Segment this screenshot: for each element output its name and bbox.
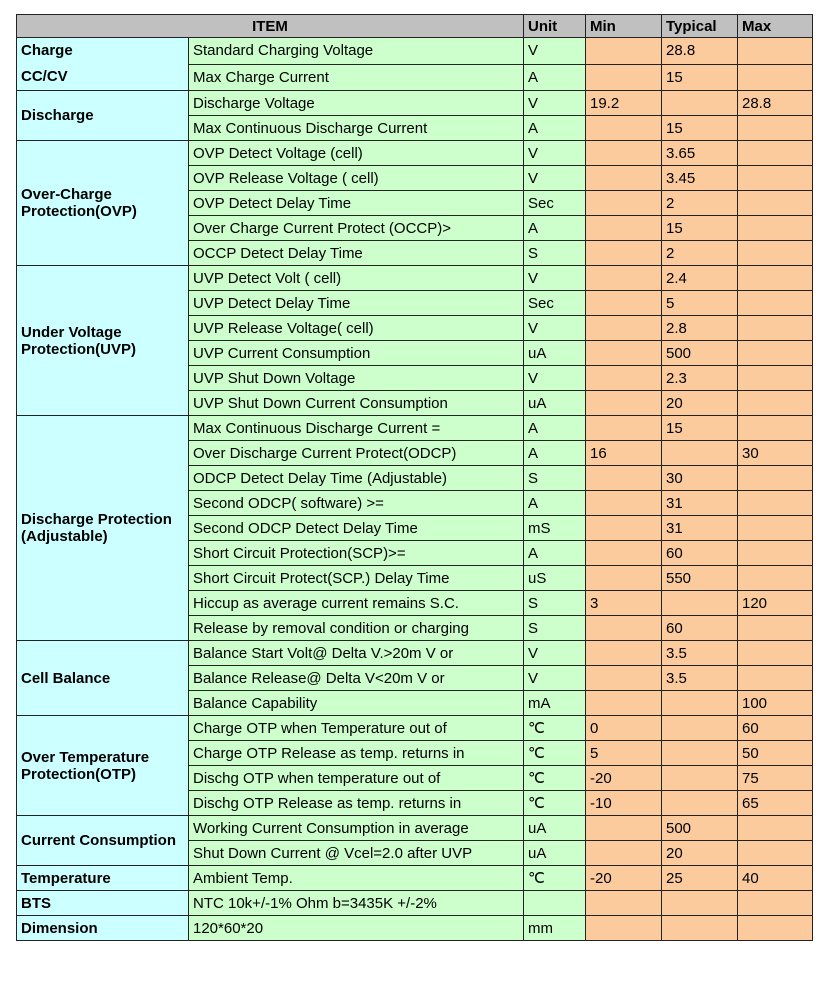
- category-cell: [17, 416, 189, 641]
- min-cell: 19.2: [586, 91, 662, 116]
- parameter-cell: Dischg OTP when temperature out of: [189, 766, 524, 791]
- category-label: Temperature: [21, 869, 111, 887]
- typical-cell: 31: [662, 516, 738, 541]
- category-label: Discharge: [21, 107, 94, 124]
- unit-cell: ℃: [524, 866, 586, 891]
- typical-cell: [662, 791, 738, 816]
- unit-cell: A: [524, 216, 586, 241]
- min-header: Min: [586, 15, 662, 38]
- max-cell: 75: [738, 766, 813, 791]
- parameter-cell: Second ODCP( software) >=: [189, 491, 524, 516]
- parameter-cell: ODCP Detect Delay Time (Adjustable): [189, 466, 524, 491]
- parameter-cell: OVP Detect Voltage (cell): [189, 141, 524, 166]
- category-cell: [17, 141, 189, 266]
- typical-cell: 3.5: [662, 666, 738, 691]
- parameter-cell: Shut Down Current @ Vcel=2.0 after UVP: [189, 841, 524, 866]
- unit-cell: A: [524, 491, 586, 516]
- typical-cell: 60: [662, 616, 738, 641]
- unit-cell: A: [524, 541, 586, 566]
- typical-cell: 2.4: [662, 266, 738, 291]
- table-row: [17, 38, 813, 65]
- min-cell: [586, 841, 662, 866]
- parameter-cell: 120*60*20: [189, 916, 524, 941]
- typical-cell: [662, 591, 738, 616]
- max-cell: 100: [738, 691, 813, 716]
- unit-cell: S: [524, 591, 586, 616]
- category-label: Discharge Protection: [21, 511, 172, 528]
- min-cell: [586, 366, 662, 391]
- parameter-cell: UVP Shut Down Voltage: [189, 366, 524, 391]
- category-cell: [17, 816, 189, 866]
- typical-cell: [662, 741, 738, 766]
- typical-cell: 2.3: [662, 366, 738, 391]
- table-row: [17, 141, 813, 166]
- typical-cell: 30: [662, 466, 738, 491]
- max-cell: [738, 416, 813, 441]
- table-row: [17, 891, 813, 916]
- spec-body: [17, 38, 813, 941]
- max-cell: [738, 191, 813, 216]
- parameter-cell: Hiccup as average current remains S.C.: [189, 591, 524, 616]
- category-cell: [17, 91, 189, 141]
- min-cell: [586, 216, 662, 241]
- category-label: Current Consumption: [21, 832, 176, 849]
- max-cell: [738, 466, 813, 491]
- min-cell: 16: [586, 441, 662, 466]
- category-cell: [17, 916, 189, 941]
- unit-cell: uA: [524, 341, 586, 366]
- typical-cell: 500: [662, 816, 738, 841]
- max-cell: [738, 666, 813, 691]
- unit-cell: V: [524, 91, 586, 116]
- parameter-cell: OVP Detect Delay Time: [189, 191, 524, 216]
- min-cell: [586, 541, 662, 566]
- unit-cell: S: [524, 241, 586, 266]
- unit-cell: ℃: [524, 716, 586, 741]
- max-cell: 28.8: [738, 91, 813, 116]
- max-cell: [738, 516, 813, 541]
- typical-cell: 2: [662, 241, 738, 266]
- category-label: Over Temperature: [21, 748, 150, 766]
- typical-cell: 3.5: [662, 641, 738, 666]
- max-cell: [738, 541, 813, 566]
- table-row: [17, 641, 813, 666]
- unit-cell: A: [524, 441, 586, 466]
- typical-cell: 2.8: [662, 316, 738, 341]
- max-cell: 120: [738, 591, 813, 616]
- unit-cell: uA: [524, 391, 586, 416]
- typical-cell: 20: [662, 841, 738, 866]
- min-cell: [586, 38, 662, 65]
- parameter-cell: Over Discharge Current Protect(ODCP): [189, 441, 524, 466]
- table-row: [17, 866, 813, 891]
- typical-cell: [662, 916, 738, 941]
- min-cell: [586, 416, 662, 441]
- max-cell: [738, 341, 813, 366]
- parameter-cell: Charge OTP when Temperature out of: [189, 716, 524, 741]
- unit-cell: V: [524, 316, 586, 341]
- parameter-cell: Max Charge Current: [189, 64, 524, 91]
- min-cell: [586, 341, 662, 366]
- max-cell: [738, 141, 813, 166]
- min-cell: [586, 666, 662, 691]
- parameter-cell: Release by removal condition or charging: [189, 616, 524, 641]
- parameter-cell: UVP Detect Volt ( cell): [189, 266, 524, 291]
- typical-cell: 15: [662, 416, 738, 441]
- category-cell: [17, 866, 189, 891]
- unit-cell: A: [524, 416, 586, 441]
- min-cell: [586, 641, 662, 666]
- max-cell: [738, 916, 813, 941]
- table-row: [17, 416, 813, 441]
- unit-cell: V: [524, 266, 586, 291]
- parameter-cell: UVP Detect Delay Time: [189, 291, 524, 316]
- parameter-cell: Discharge Voltage: [189, 91, 524, 116]
- min-cell: -20: [586, 866, 662, 891]
- max-cell: [738, 166, 813, 191]
- typical-cell: 3.45: [662, 166, 738, 191]
- unit-header: Unit: [524, 15, 586, 38]
- header-row: [17, 15, 813, 38]
- parameter-cell: Max Continuous Discharge Current =: [189, 416, 524, 441]
- parameter-cell: OCCP Detect Delay Time: [189, 241, 524, 266]
- unit-cell: V: [524, 366, 586, 391]
- min-cell: [586, 566, 662, 591]
- min-cell: [586, 516, 662, 541]
- max-cell: [738, 366, 813, 391]
- unit-cell: S: [524, 616, 586, 641]
- max-cell: 65: [738, 791, 813, 816]
- max-header: Max: [738, 15, 813, 38]
- typical-cell: 550: [662, 566, 738, 591]
- max-cell: [738, 116, 813, 141]
- min-cell: [586, 241, 662, 266]
- parameter-cell: Charge OTP Release as temp. returns in: [189, 741, 524, 766]
- typical-cell: 15: [662, 116, 738, 141]
- max-cell: [738, 566, 813, 591]
- min-cell: [586, 64, 662, 91]
- typical-cell: [662, 891, 738, 916]
- parameter-cell: Balance Start Volt@ Delta V.>20m V or: [189, 641, 524, 666]
- max-cell: [738, 316, 813, 341]
- table-row: [17, 91, 813, 116]
- category-label: Protection(UVP): [21, 340, 137, 358]
- parameter-cell: NTC 10k+/-1% Ohm b=3435K +/-2%: [189, 891, 524, 916]
- category-cell: [17, 891, 189, 916]
- max-cell: [738, 816, 813, 841]
- parameter-cell: Short Circuit Protection(SCP)>=: [189, 541, 524, 566]
- parameter-cell: Ambient Temp.: [189, 866, 524, 891]
- unit-cell: S: [524, 466, 586, 491]
- category-cell: [17, 716, 189, 816]
- category-label: Protection(OTP): [21, 765, 136, 783]
- max-cell: [738, 391, 813, 416]
- min-cell: [586, 916, 662, 941]
- category-cell: [17, 38, 189, 91]
- unit-cell: mS: [524, 516, 586, 541]
- item-header: ITEM: [17, 15, 524, 38]
- parameter-cell: UVP Release Voltage( cell): [189, 316, 524, 341]
- unit-cell: mA: [524, 691, 586, 716]
- parameter-cell: Balance Release@ Delta V<20m V or: [189, 666, 524, 691]
- category-label: CC/CV: [21, 68, 68, 85]
- min-cell: [586, 616, 662, 641]
- unit-cell: Sec: [524, 191, 586, 216]
- min-cell: [586, 816, 662, 841]
- max-cell: [738, 841, 813, 866]
- min-cell: [586, 891, 662, 916]
- max-cell: [738, 216, 813, 241]
- typical-cell: 60: [662, 541, 738, 566]
- parameter-cell: Working Current Consumption in average: [189, 816, 524, 841]
- min-cell: [586, 391, 662, 416]
- max-cell: [738, 491, 813, 516]
- parameter-cell: Standard Charging Voltage: [189, 38, 524, 65]
- max-cell: [738, 291, 813, 316]
- unit-cell: V: [524, 666, 586, 691]
- min-cell: 0: [586, 716, 662, 741]
- unit-cell: uA: [524, 816, 586, 841]
- parameter-cell: Balance Capability: [189, 691, 524, 716]
- unit-cell: V: [524, 141, 586, 166]
- category-label: Over-Charge: [21, 186, 112, 203]
- min-cell: -20: [586, 766, 662, 791]
- category-label: BTS: [21, 894, 51, 912]
- min-cell: [586, 466, 662, 491]
- category-cell: [17, 641, 189, 716]
- unit-cell: A: [524, 64, 586, 91]
- typical-cell: 15: [662, 64, 738, 91]
- typical-cell: 15: [662, 216, 738, 241]
- category-label: (Adjustable): [21, 528, 108, 545]
- unit-cell: uA: [524, 841, 586, 866]
- category-label: Under Voltage: [21, 323, 122, 341]
- unit-cell: mm: [524, 916, 586, 941]
- max-cell: [738, 241, 813, 266]
- min-cell: [586, 316, 662, 341]
- table-row: [17, 816, 813, 841]
- typical-cell: 500: [662, 341, 738, 366]
- min-cell: 3: [586, 591, 662, 616]
- min-cell: 5: [586, 741, 662, 766]
- category-label: Protection(OVP): [21, 203, 137, 220]
- typical-cell: [662, 691, 738, 716]
- typical-cell: 28.8: [662, 38, 738, 65]
- max-cell: [738, 38, 813, 65]
- max-cell: 40: [738, 866, 813, 891]
- parameter-cell: Short Circuit Protect(SCP.) Delay Time: [189, 566, 524, 591]
- typical-header: Typical: [662, 15, 738, 38]
- typical-cell: [662, 91, 738, 116]
- unit-cell: V: [524, 38, 586, 65]
- parameter-cell: UVP Current Consumption: [189, 341, 524, 366]
- category-label: Cell Balance: [21, 669, 111, 687]
- spec-table: [16, 14, 813, 941]
- max-cell: [738, 891, 813, 916]
- typical-cell: 3.65: [662, 141, 738, 166]
- typical-cell: [662, 766, 738, 791]
- parameter-cell: Over Charge Current Protect (OCCP)>: [189, 216, 524, 241]
- max-cell: 30: [738, 441, 813, 466]
- min-cell: [586, 491, 662, 516]
- max-cell: [738, 64, 813, 91]
- min-cell: -10: [586, 791, 662, 816]
- parameter-cell: OVP Release Voltage ( cell): [189, 166, 524, 191]
- typical-cell: 31: [662, 491, 738, 516]
- max-cell: 60: [738, 716, 813, 741]
- unit-cell: A: [524, 116, 586, 141]
- parameter-cell: UVP Shut Down Current Consumption: [189, 391, 524, 416]
- table-row: [17, 716, 813, 741]
- unit-cell: ℃: [524, 791, 586, 816]
- unit-cell: V: [524, 641, 586, 666]
- min-cell: [586, 166, 662, 191]
- table-row: [17, 916, 813, 941]
- min-cell: [586, 116, 662, 141]
- typical-cell: 25: [662, 866, 738, 891]
- min-cell: [586, 291, 662, 316]
- min-cell: [586, 266, 662, 291]
- category-label: Dimension: [21, 919, 98, 937]
- min-cell: [586, 191, 662, 216]
- unit-cell: V: [524, 166, 586, 191]
- parameter-cell: Second ODCP Detect Delay Time: [189, 516, 524, 541]
- unit-cell: [524, 891, 586, 916]
- category-label: Charge: [21, 42, 73, 59]
- max-cell: [738, 616, 813, 641]
- typical-cell: [662, 716, 738, 741]
- typical-cell: 2: [662, 191, 738, 216]
- unit-cell: ℃: [524, 766, 586, 791]
- typical-cell: [662, 441, 738, 466]
- unit-cell: Sec: [524, 291, 586, 316]
- max-cell: [738, 266, 813, 291]
- max-cell: [738, 641, 813, 666]
- typical-cell: 20: [662, 391, 738, 416]
- unit-cell: uS: [524, 566, 586, 591]
- unit-cell: ℃: [524, 741, 586, 766]
- table-row: [17, 266, 813, 291]
- typical-cell: 5: [662, 291, 738, 316]
- min-cell: [586, 691, 662, 716]
- parameter-cell: Max Continuous Discharge Current: [189, 116, 524, 141]
- max-cell: 50: [738, 741, 813, 766]
- parameter-cell: Dischg OTP Release as temp. returns in: [189, 791, 524, 816]
- min-cell: [586, 141, 662, 166]
- category-cell: [17, 266, 189, 416]
